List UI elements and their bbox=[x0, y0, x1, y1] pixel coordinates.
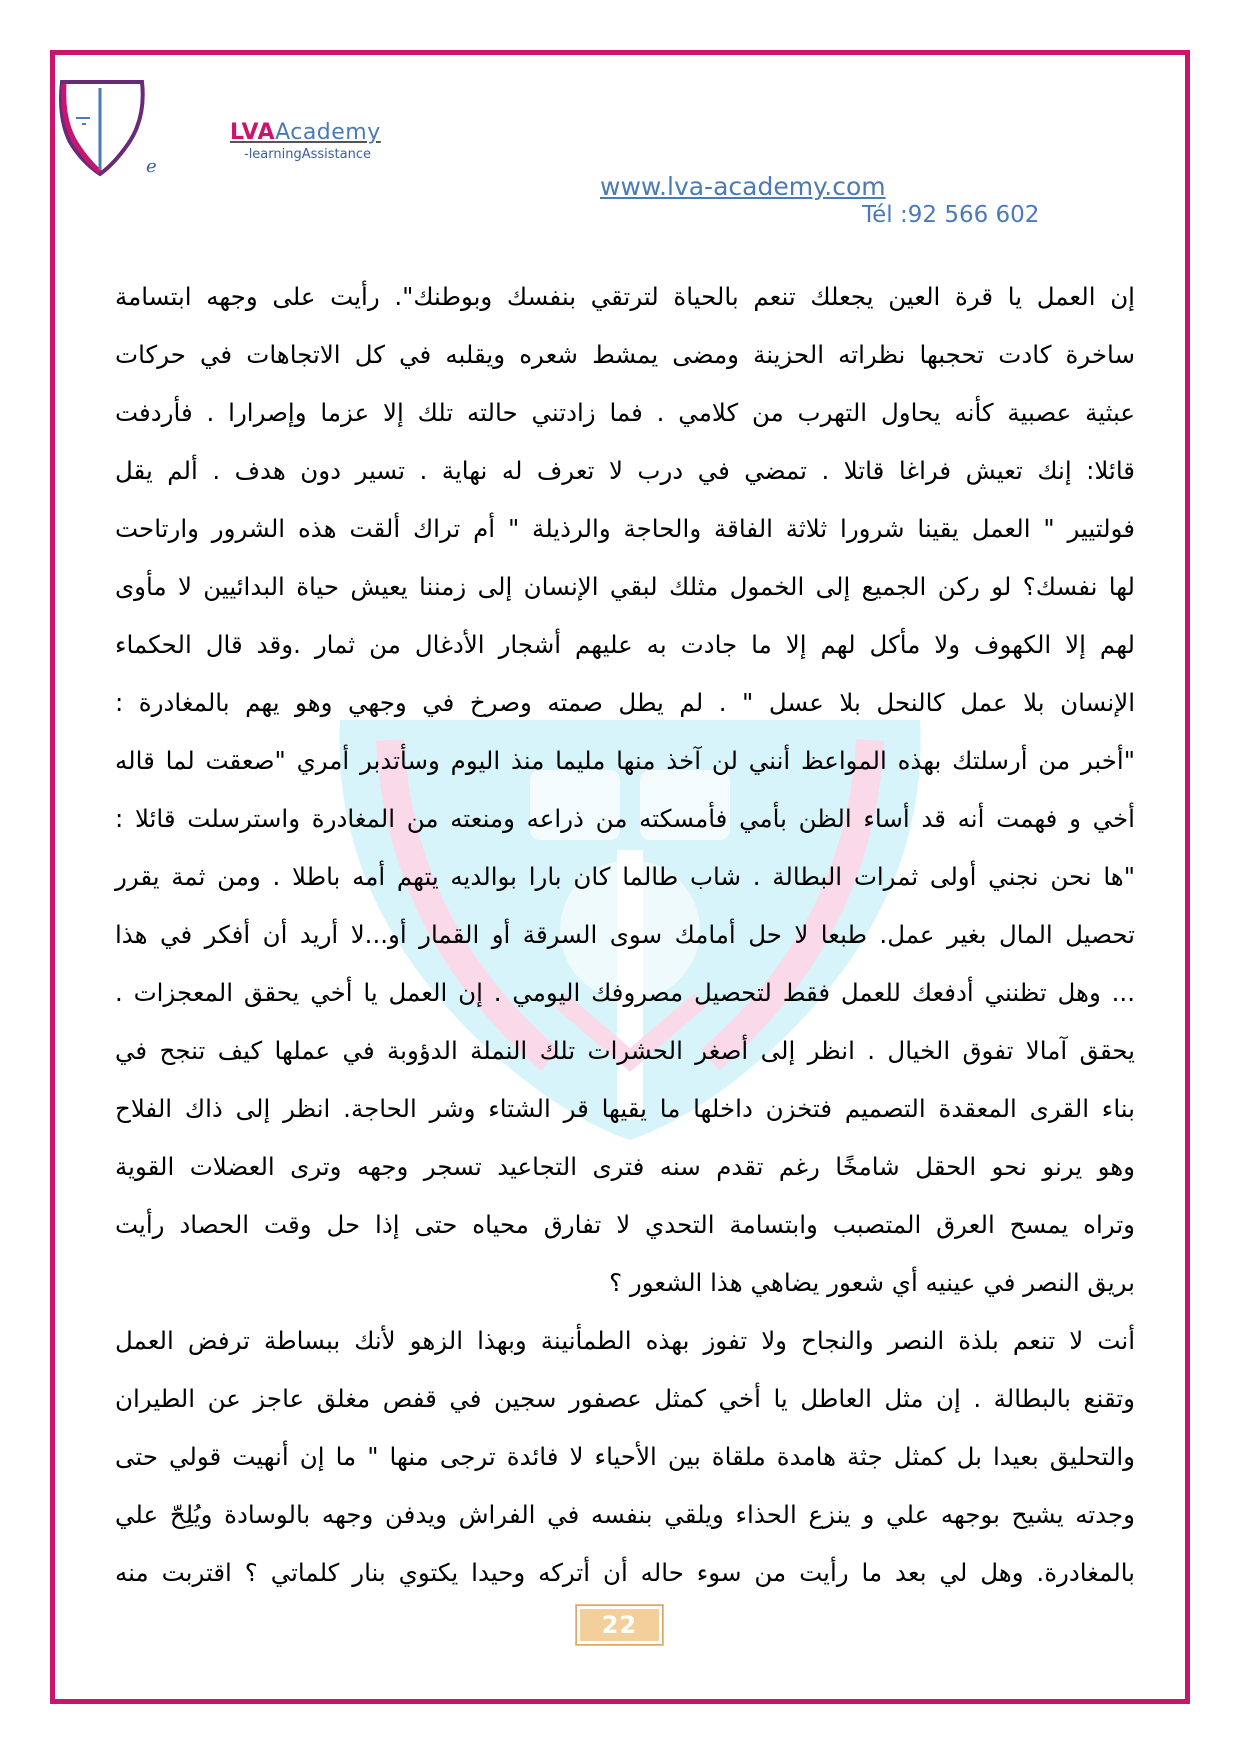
page-number: 22 bbox=[576, 1605, 663, 1645]
brand-lva: LVA bbox=[230, 120, 276, 145]
text-line: ... وهل تظنني أدفعك للعمل فقط لتحصيل مصروفك اليومي . إن العمل يا أخي يحقق المعجزات . bbox=[115, 978, 1135, 1007]
text-line: تحصيل المال بغير عمل. طبعا لا حل أمامك سوى السرقة أو القمار أو...لا أريد أن أفكر في هذا bbox=[115, 920, 1135, 949]
text-line: وجدته يشيح بوجهه علي و ينزع الحذاء ويلقي بنفسه في الفراش ويدفن وجهه بالوسادة ويُلِحّ علي bbox=[115, 1500, 1135, 1529]
text-line: فولتيير " العمل يقينا شرورا ثلاثة الفاقة والحاجة والرذيلة " أم تراك ألقت هذه الشرور وارتاحت bbox=[115, 514, 1135, 543]
shield-logo-icon bbox=[56, 78, 186, 178]
text-line: لها نفسك؟ لو ركن الجميع إلى الخمول مثلك لبقي الإنسان إلى زمننا يعيش حياة البدائيين لا مأوى bbox=[115, 572, 1135, 601]
brand-academy: Academy bbox=[275, 120, 381, 145]
text-line: "أخبر من أرسلتك بهذه المواعظ أنني لن آخذ منها مليما منذ اليوم وسأتدبر أمري "صعقت لما قاله bbox=[115, 746, 1135, 775]
text-line: أخي و فهمت أنه قد أساء الظن بأمي فأمسكته من ذراعه ومنعته من المغادرة واسترسلت قائلا : bbox=[115, 804, 1135, 833]
text-line: بريق النصر في عينيه أي شعور يضاهي هذا الشعور ؟ bbox=[609, 1268, 1135, 1297]
text-line: ساخرة كادت تحجبها نظراته الحزينة ومضى يمشط شعره ويقلبه في كل الاتجاهات في حركات bbox=[115, 340, 1135, 369]
text-line: إن العمل يا قرة العين يجعلك تنعم بالحياة لترتقي بنفسك وبوطنك". رأيت على وجهه ابتسامة bbox=[115, 282, 1135, 311]
brand-name bbox=[230, 120, 381, 145]
text-line: قائلا: إنك تعيش فراغا قاتلا . تمضي في درب لا تعرف له نهاية . تسير دون هدف . ألم يقل bbox=[115, 456, 1135, 485]
logo-letter: e bbox=[146, 156, 157, 177]
text-line: أنت لا تنعم بلذة النصر والنجاح ولا تفوز بهذه الطمأنينة وبهذا الزهو لأنك ببساطة ترفض العمل bbox=[115, 1326, 1135, 1355]
text-line: الإنسان بلا عمل كالنحل بلا عسل " . لم يطل صمته وصرخ في وجهي وهو يهم بالمغادرة : bbox=[115, 688, 1135, 717]
article-body bbox=[115, 268, 1135, 1602]
brand-block bbox=[230, 120, 381, 162]
text-line: والتحليق بعيدا بل كمثل جثة هامدة ملقاة بين الأحياء لا فائدة ترجى منها " ما إن أنهيت قولي حتى bbox=[115, 1442, 1135, 1471]
phone-number: Tél :92 566 602 bbox=[862, 202, 1040, 228]
text-line: لهم إلا الكهوف ولا مأكل لهم إلا ما جادت به عليهم أشجار الأدغال من ثمار .وقد قال الحكماء bbox=[115, 630, 1135, 659]
text-line: يحقق آمالا تفوق الخيال . انظر إلى أصغر الحشرات تلك النملة الدؤوبة في عملها كيف تنجح في bbox=[115, 1036, 1135, 1065]
text-line: عبثية عصبية كأنه يحاول التهرب من كلامي . فما زادتني حالته تلك إلا عزما وإصرارا . فأردفت bbox=[115, 398, 1135, 427]
brand-subtitle: -learningAssistance bbox=[244, 147, 371, 162]
text-line: وهو يرنو نحو الحقل شامخًا رغم تقدم سنه فترى التجاعيد تسجر وجهه وترى العضلات القوية bbox=[115, 1152, 1135, 1181]
text-line: بالمغادرة. وهل لي بعد ما رأيت من سوء حاله أن أتركه وحيدا يكتوي بنار كلماتي ؟ اقتربت منه bbox=[115, 1558, 1135, 1587]
website-link[interactable]: www.lva-academy.com bbox=[600, 172, 886, 201]
text-line: بناء القرى المعقدة التصميم فتخزن داخلها ما يقيها قر الشتاء وشر الحاجة. انظر إلى ذاك الفلاح bbox=[115, 1094, 1135, 1123]
text-line: وتراه يمسح العرق المتصبب وابتسامة التحدي لا تفارق محياه حتى إذا حل وقت الحصاد رأيت bbox=[115, 1210, 1135, 1239]
text-line: "ها نحن نجني أولى ثمرات البطالة . شاب طالما كان بارا بوالديه يتهم أمه باطلا . ومن ثمة يقرر bbox=[115, 862, 1135, 891]
text-line: وتقنع بالبطالة . إن مثل العاطل يا أخي كمثل عصفور سجين في قفص مغلق عاجز عن الطيران bbox=[115, 1384, 1135, 1413]
